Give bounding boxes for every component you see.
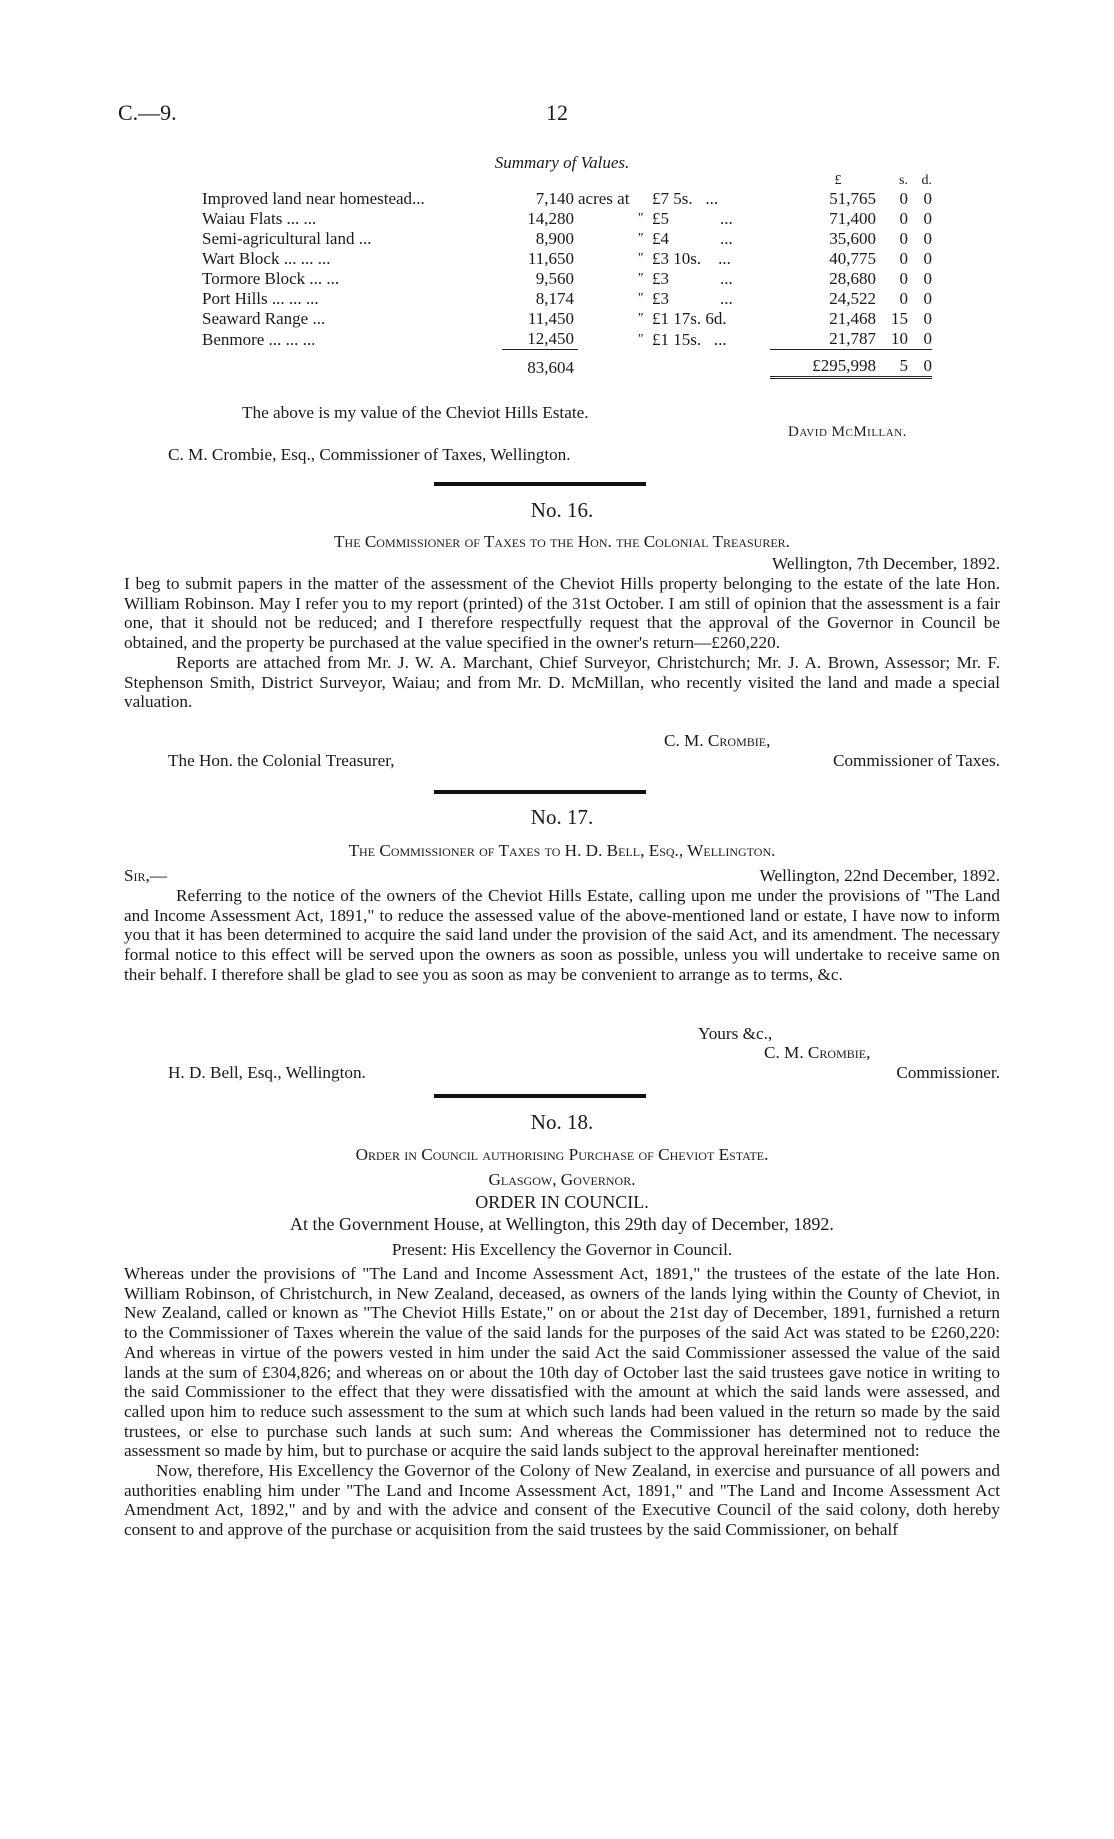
order-place: At the Government House, at Wellington, this 29th day of December, 1892. (290, 1214, 834, 1234)
paragraph: Whereas under the provisions of "The Land and Income Assessment Act, 1891," the trustees of the estate of the late Hon. William Robinson, of Christchurch, in New Zealand, deceased, as owners of the lands lying within the County of Cheviot, in New Zealand, called or known as "The Cheviot Hills Estate," on or about the 21st day of December, 1891, furnished a return to the Commissioner of Taxes wherein the value of the said lands for the purposes of the said Act was stated to be £260,220: And whereas in virtue of the powers vested in him under the said Act the said Commissioner assessed the value of the said lands at the sum of £304,826; and whereas on or about the 10th day of October last the said trustees gave notice in writing to the said Commissioner to the effect that they were dissatisfied with the amount at which the said lands were assessed, and called upon him to reduce such assessment to the sum at which such lands had been valued in the return so made by the said trustees, or else to purchase such lands at such sum: And whereas the Commissioner has determined not to reduce the assessment so made by him, but to purchase or acquire the said lands subject to the approval hereinafter mentioned: (124, 1264, 1000, 1461)
section-17-heading: The Commissioner of Taxes to H. D. Bell, Esq., Wellington. (348, 841, 776, 860)
total-acres: 83,604 (502, 350, 578, 378)
section-16-dateline: Wellington, 7th December, 1892. (772, 554, 1000, 573)
ditto-mark: " (637, 291, 643, 306)
section-17-signer: C. M. Crombie, (764, 1043, 871, 1062)
section-divider (434, 482, 646, 486)
section-18-text (124, 1264, 1000, 1540)
table-row: Semi-agricultural land ... 8,900 " £4 ... 35,600 0 0 (202, 229, 932, 248)
section-16-text (124, 574, 1000, 712)
table-row: Tormore Block ... ... 9,560 " £3 ... 28,680 0 0 (202, 269, 932, 288)
summary-signature: David McMillan. (788, 424, 907, 440)
paragraph: I beg to submit papers in the matter of the assessment of the Cheviot Hills property belonging to the estate of the late Hon. William Robinson. May I refer you to my report (printed) of the 31st October. I am still of opinion that the assessment is a fair one, that it should not be reduced; and I therefore respectfully request that the approval of the Governor in Council be obtained, and the property be purchased at the value specified in the owner's return—£260,220. (124, 574, 1000, 653)
section-17-closing: Yours &c., (698, 1024, 773, 1043)
document-reference: C.—9. (118, 100, 177, 125)
paragraph: Reports are attached from Mr. J. W. A. Marchant, Chief Surveyor, Christchurch; Mr. J. A. Brown, Assessor; Mr. F. Stephenson Smith, District Surveyor, Waiau; and from Mr. D. McMillan, who recently visited the land and made a special valuation. (124, 652, 1000, 712)
summary-closing: The above is my value of the Cheviot Hills Estate. (242, 403, 589, 422)
summary-total-row (202, 350, 932, 378)
table-row: Improved land near homestead... 7,140 acres at £7 5s. ... 51,765 0 0 (202, 189, 932, 208)
ditto-mark: " (637, 251, 643, 266)
table-row: Waiau Flats ... ... 14,280 " £5 ... 71,400 0 0 (202, 209, 932, 228)
ditto-mark: " (637, 231, 643, 246)
summary-addressee: C. M. Crombie, Esq., Commissioner of Taxes, Wellington. (168, 445, 571, 464)
total-pence: 0 (908, 350, 932, 378)
summary-title: Summary of Values. (494, 153, 630, 172)
section-17-addressee: H. D. Bell, Esq., Wellington. (168, 1063, 366, 1082)
summary-column-headers (202, 172, 932, 189)
table-row: Benmore ... ... ... 12,450 " £1 15s. ... 21,787 10 0 (202, 329, 932, 349)
page-header (118, 100, 998, 130)
section-16-signer-title: Commissioner of Taxes. (833, 751, 1000, 770)
table-row: Wart Block ... ... ... 11,650 " £3 10s. ... 40,775 0 0 (202, 249, 932, 268)
section-17-signer-title: Commissioner. (896, 1063, 1000, 1082)
section-divider (434, 790, 646, 794)
table-row: Port Hills ... ... ... 8,174 " £3 ... 24,522 0 0 (202, 289, 932, 308)
section-divider (434, 1094, 646, 1098)
paragraph: Referring to the notice of the owners of the Cheviot Hills Estate, calling upon me under the provisions of "The Land and Income Assessment Act, 1891," to reduce the assessed value of the above-mentioned land or estate, I have now to inform you that it has been determined to acquire the said land under the provision of the said Act, and its amendment. The necessary formal notice to this effect will be served upon the owners as soon as possible, unless you will undertake to receive same on their behalf. I therefore shall be glad to see you as soon as may be convenient to arrange as to terms, &c. (124, 886, 1000, 984)
section-number-16: No. 16. (530, 498, 594, 522)
paragraph: Now, therefore, His Excellency the Governor of the Colony of New Zealand, in exercise and pursuance of all powers and authorities enabling him under "The Land and Income Assessment Act, 1891," and "The Land and Income Assessment Act Amendment Act, 1892," and by and with the advice and consent of the Executive Council of the said colony, doth hereby consent to and approve of the purchase or acquisition from the said trustees by the said Commissioner, on behalf (124, 1461, 1000, 1540)
governor-line: Glasgow, Governor. (488, 1170, 636, 1189)
column-shillings: s. (899, 173, 908, 188)
ditto-mark: " (637, 271, 643, 286)
order-present: Present: His Excellency the Governor in Council. (391, 1240, 733, 1259)
section-16-addressee: The Hon. the Colonial Treasurer, (168, 751, 395, 770)
total-shillings: 5 (876, 350, 908, 378)
column-pence: d. (921, 173, 932, 188)
order-title: ORDER IN COUNCIL. (475, 1192, 649, 1212)
section-16-heading: The Commissioner of Taxes to the Hon. the Colonial Treasurer. (334, 532, 790, 551)
ditto-mark: " (637, 211, 643, 226)
column-pounds: £ (834, 173, 842, 188)
ditto-mark: " (637, 311, 643, 326)
section-17-salutation: Sir,— (124, 866, 168, 885)
page-number: 12 (546, 100, 568, 125)
ditto-mark: " (637, 331, 643, 347)
section-17-text (124, 886, 1000, 985)
section-number-17: No. 17. (530, 805, 594, 829)
table-row: Seaward Range ... 11,450 " £1 17s. 6d. 21,468 15 0 (202, 309, 932, 328)
section-17-dateline: Wellington, 22nd December, 1892. (759, 866, 1000, 885)
section-18-heading: Order in Council authorising Purchase of Cheviot Estate. (355, 1145, 769, 1164)
total-pounds: £295,998 (770, 350, 876, 378)
section-number-18: No. 18. (530, 1110, 594, 1134)
summary-table (202, 172, 932, 379)
section-16-signer: C. M. Crombie, (664, 731, 771, 750)
